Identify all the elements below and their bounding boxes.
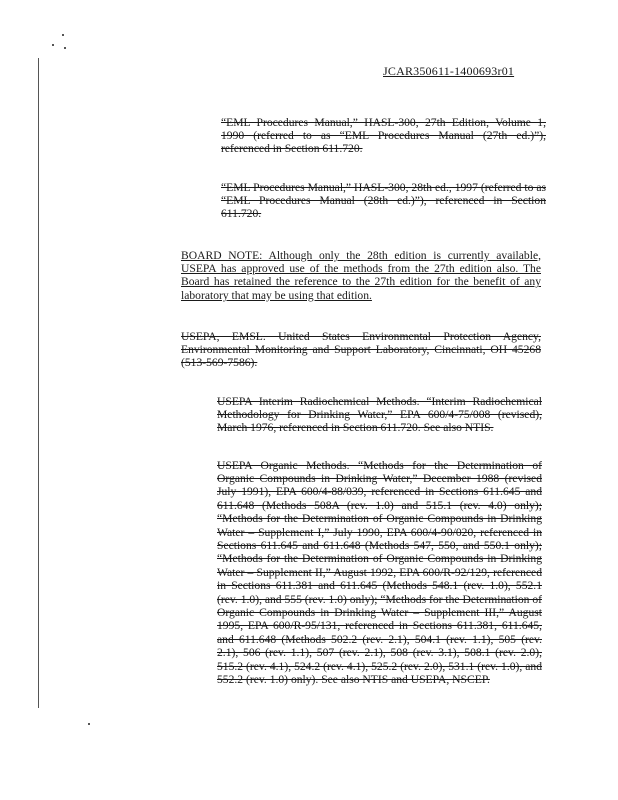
entry-usepa-interim-radiochemical: USEPA Interim Radiochemical Methods. “Interim Radiochemical Methodology for Drinking Water,” EPA 600/4-75/008 (revised), March 1976, referenced in Section 611.720. See also NTIS.	[217, 394, 542, 435]
document-id: JCAR350611-1400693r01	[383, 64, 515, 78]
scan-speck	[88, 723, 90, 725]
scan-speck	[62, 34, 64, 36]
margin-bar	[38, 58, 39, 708]
entry-eml-28th: “EML Procedures Manual,” HASL-300, 28th ed., 1997 (referred to as “EML Procedures Manual (28th ed.)”), referenced in Section 611.720.	[221, 180, 546, 221]
board-note: BOARD NOTE: Although only the 28th edition is currently available, USEPA has approved use of the methods from the 27th edition also. The Board has retained the reference to the 27th edition for the benefit of any laboratory that may be using that edition.	[181, 248, 541, 302]
entry-usepa-organic-methods: USEPA Organic Methods. “Methods for the Determination of Organic Compounds in Drinking Water,” December 1988 (revised July 1991), EPA 600/4-88/039, referenced in Sections 611.645 and 611.648 (Methods 508A (rev. 1.0) and 515.1 (rev. 4.0) only); “Methods for the Determination of Organic Compounds in Drinking Water – Supplement I,” July 1990, EPA 600/4-90/020, referenced in Sections 611.645 and 611.648 (Methods 547, 550, and 550.1 only); “Methods for the Determination of Organic Compounds in Drinking Water – Supplement II,” August 1992, EPA 600/R-92/129, referenced in Sections 611.381 and 611.645 (Methods 548.1 (rev. 1.0), 552.1 (rev. 1.0), and 555 (rev. 1.0) only); “Methods for the Determination of Organic Compounds in Drinking Water – Supplement III,” August 1995, EPA 600/R-95/131, referenced in Sections 611.381, 611.645, and 611.648 (Methods 502.2 (rev. 2.1), 504.1 (rev. 1.1), 505 (rev. 2.1), 506 (rev. 1.1), 507 (rev. 2.1), 508 (rev. 3.1), 508.1 (rev. 2.0), 515.2 (rev. 4.1), 524.2 (rev. 4.1), 525.2 (rev. 2.0), 531.1 (rev. 1.0), and 552.2 (rev. 1.0) only). See also NTIS and USEPA, NSCEP.	[217, 458, 542, 687]
scan-speck	[64, 47, 66, 49]
scan-speck	[52, 44, 54, 46]
entry-eml-27th: “EML Procedures Manual,” HASL-300, 27th Edition, Volume 1, 1990 (referred to as “EML Procedures Manual (27th ed.)”), referenced in Section 611.720.	[221, 115, 546, 156]
entry-usepa-emsl: USEPA, EMSL. United States Environmental Protection Agency, Environmental Monitoring and Support Laboratory, Cincinnati, OH 45268 (513-569-7586).	[181, 329, 541, 370]
